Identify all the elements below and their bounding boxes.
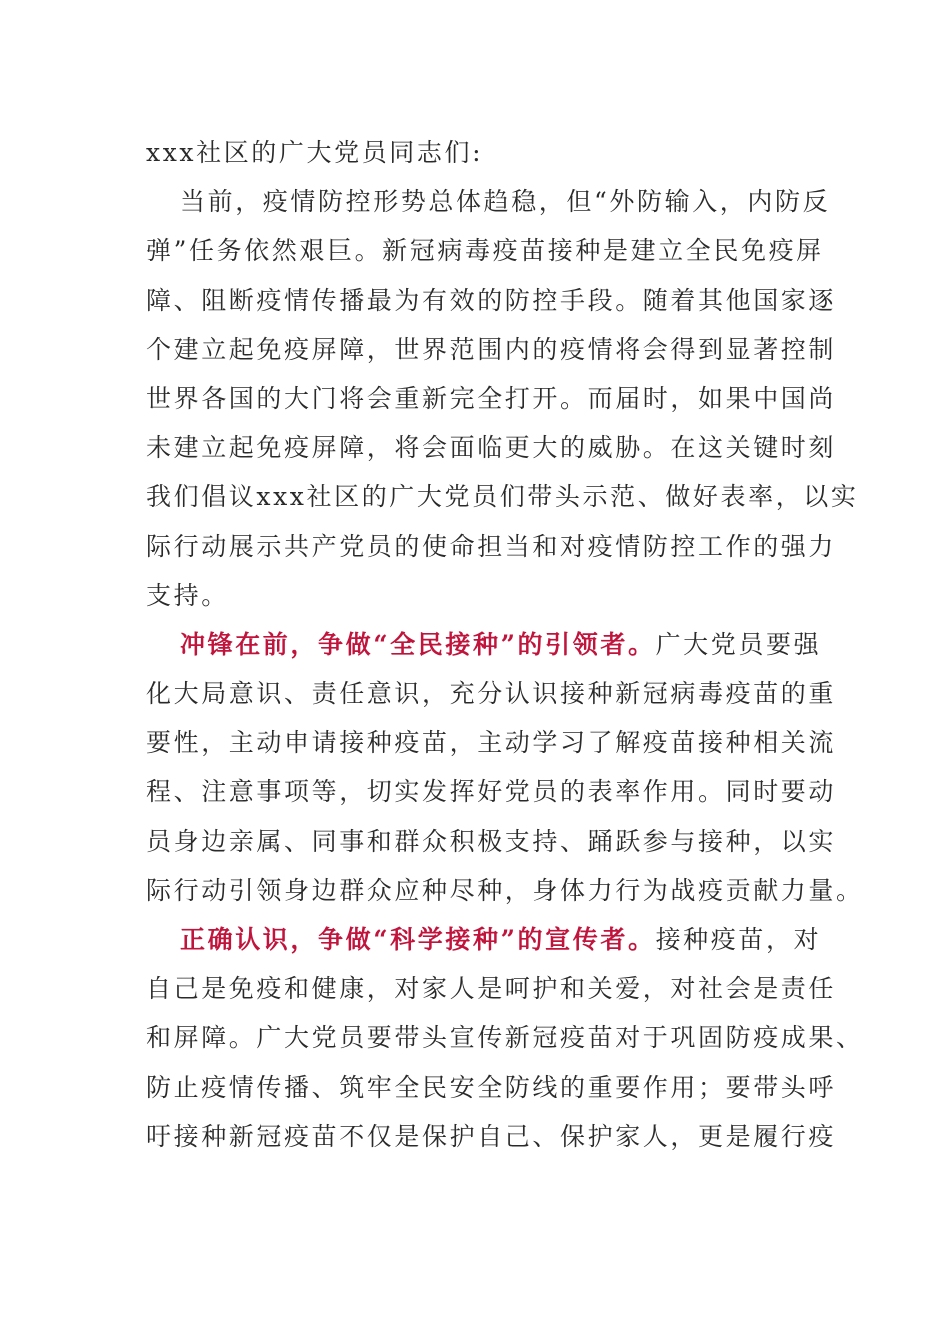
section2-first-line-text: 接种疫苗，对 bbox=[655, 925, 822, 954]
section2-line: 防止疫情传播、筑牢全民安全防线的重要作用；要带头呼 bbox=[146, 1072, 837, 1102]
section2-first-line bbox=[146, 915, 822, 964]
intro-line: 个建立起免疫屏障，世界范围内的疫情将会得到显著控制 bbox=[146, 334, 837, 364]
section1-line: 员身边亲属、同事和群众积极支持、踊跃参与接种，以实 bbox=[146, 826, 837, 856]
section1-line: 要性，主动申请接种疫苗，主动学习了解疫苗接种相关流 bbox=[146, 728, 837, 758]
section1-first-line-text: 广大党员要强 bbox=[655, 629, 822, 659]
document-body bbox=[146, 128, 864, 1161]
intro-line: 支持。 bbox=[146, 580, 229, 610]
section2-line: 吁接种新冠疫苗不仅是保护自己、保护家人，更是履行疫 bbox=[146, 1121, 837, 1151]
salutation: xxx社区的广大党员同志们: bbox=[146, 138, 484, 167]
intro-line: 未建立起免疫屏障，将会面临更大的威胁。在这关键时刻 bbox=[146, 433, 837, 463]
intro-line: 弹”任务依然艰巨。新冠病毒疫苗接种是建立全民免疫屏 bbox=[146, 236, 824, 266]
intro-line: 我们倡议xxx社区的广大党员们带头示范、做好表率，以实 bbox=[146, 482, 859, 512]
intro-line: 当前，疫情防控形势总体趋稳，但“外防输入，内防反 bbox=[180, 187, 831, 217]
section1-line: 际行动引领身边群众应种尽种，身体力行为战疫贡献力量。 bbox=[146, 875, 864, 905]
intro-line: 障、阻断疫情传播最为有效的防控手段。随着其他国家逐 bbox=[146, 285, 837, 315]
section2-line: 和屏障。广大党员要带头宣传新冠疫苗对于巩固防疫成果、 bbox=[146, 1023, 864, 1053]
section1-first-line bbox=[146, 620, 822, 669]
section1-line: 化大局意识、责任意识，充分认识接种新冠病毒疫苗的重 bbox=[146, 679, 837, 709]
section2-heading: 正确认识，争做“科学接种”的宣传者。 bbox=[180, 925, 656, 954]
section1-line: 程、注意事项等，切实发挥好党员的表率作用。同时要动 bbox=[146, 777, 837, 807]
section2-line: 自己是免疫和健康，对家人是呵护和关爱，对社会是责任 bbox=[146, 974, 837, 1004]
intro-line: 世界各国的大门将会重新完全打开。而届时，如果中国尚 bbox=[146, 383, 837, 413]
intro-line: 际行动展示共产党员的使命担当和对疫情防控工作的强力 bbox=[146, 531, 837, 561]
section1-heading: 冲锋在前，争做“全民接种”的引领者。 bbox=[180, 629, 656, 659]
